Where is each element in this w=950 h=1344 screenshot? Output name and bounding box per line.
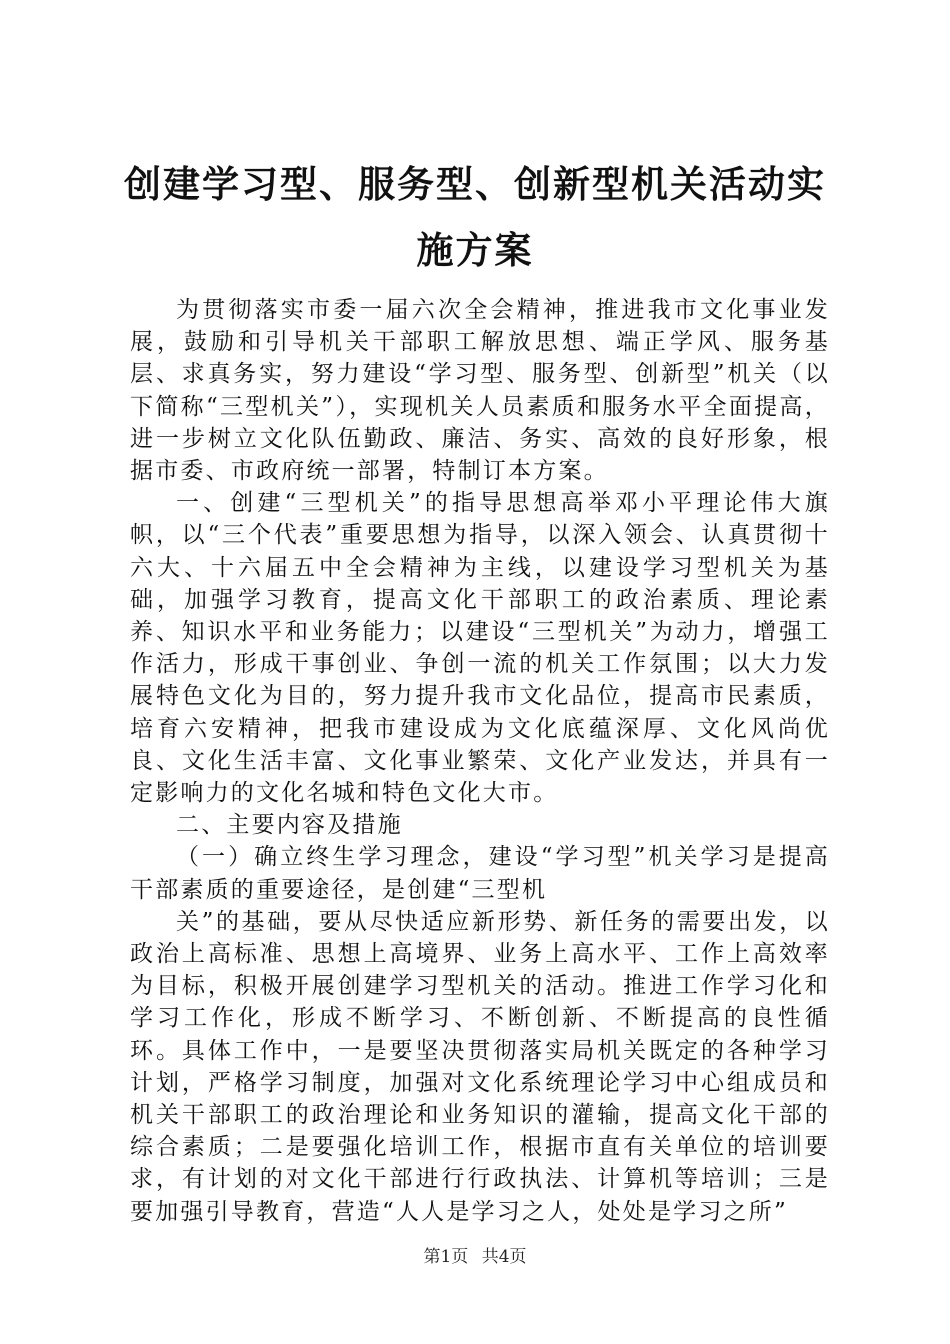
document-body — [130, 294, 830, 1228]
document-title: 创建学习型、服务型、创新型机关活动实施方案 — [124, 163, 826, 272]
paragraph-section-one: 一、创建“三型机关”的指导思想高举邓小平理论伟大旗帜，以“三个代表”重要思想为指导，以深入领会、认真贯彻十六大、十六届五中全会精神为主线，以建设学习型机关为基础，加强学习教育，提高文化干部职工的政治素质、理论素养、知识水平和业务能力；以建设“三型机关”为动力，增强工作活力，形成干事创业、争创一流的机关工作氛围；以大力发展特色文化为目的，努力提升我市文化品位，提高市民素质，培育六安精神，把我市建设成为文化底蕴深厚、文化风尚优良、文化生活丰富、文化事业繁荣、文化产业发达，并具有一定影响力的文化名城和特色文化大市。 — [130, 490, 830, 807]
paragraph-section-two-heading: 二、主要内容及措施 — [176, 812, 403, 839]
paragraph-subsection-one: （一）确立终生学习理念，建设“学习型”机关学习是提高干部素质的重要途径，是创建“三型机 — [130, 844, 830, 903]
paragraph-intro: 为贯彻落实市委一届六次全会精神，推进我市文化事业发展，鼓励和引导机关干部职工解放思想、端正学风、服务基层、求真务实，努力建设“学习型、服务型、创新型”机关（以下简称“三型机关”），实现机关人员素质和服务水平全面提高，进一步树立文化队伍勤政、廉洁、务实、高效的良好形象，根据市委、市政府统一部署，特制订本方案。 — [130, 297, 830, 485]
page-number: 第1页 — [423, 1247, 469, 1267]
paragraph-subsection-one-body: 关”的基础，要从尽快适应新形势、新任务的需要出发，以政治上高标准、思想上高境界、业务上高水平、工作上高效率为目标，积极开展创建学习型机关的活动。推进工作学习化和学习工作化，形成不断学习、不断创新、不断提高的良性循环。具体工作中，一是要坚决贯彻落实局机关既定的各种学习计划，严格学习制度，加强对文化系统理论学习中心组成员和机关干部职工的政治理论和业务知识的灌输，提高文化干部的综合素质；二是要强化培训工作，根据市直有关单位的培训要求，有计划的对文化干部进行行政执法、计算机等培训；三是要加强引导教育，营造“人人是学习之人，处处是学习之所” — [130, 908, 830, 1225]
page-total: 共4页 — [481, 1247, 527, 1267]
page-footer — [0, 1242, 950, 1267]
